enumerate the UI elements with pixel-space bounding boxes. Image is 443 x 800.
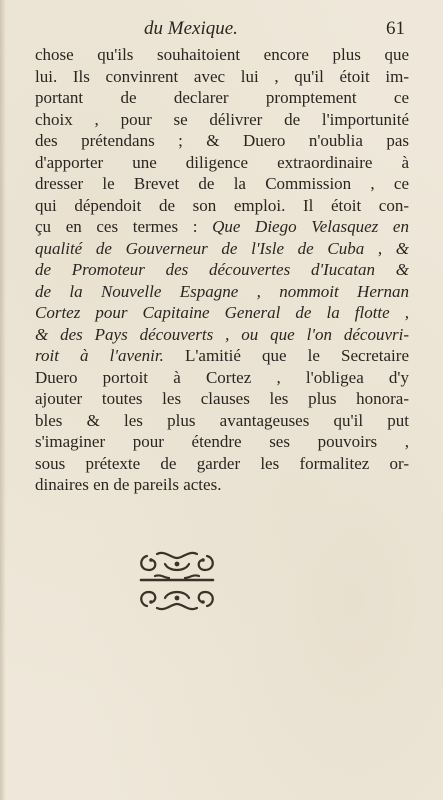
text-line (35, 345, 409, 367)
text-line (35, 216, 409, 238)
text-line: bles & les plus avantageuses qu'il put (35, 410, 409, 430)
text-line: choix , pour se délivrer de l'importunité (35, 109, 409, 129)
text-line: qui dépendoit de son emploi. Il étoit con- (35, 195, 409, 215)
text-line-italic: de la Nouvelle Espagne , nommoit Hernan (35, 281, 409, 301)
text-line-italic: de Promoteur des découvertes d'Iucatan & (35, 260, 409, 279)
text-line: chose qu'ils souhaitoient encore plus que (35, 45, 409, 64)
text-line: lui. Ils convinrent avec lui , qu'il étoit im- (35, 66, 409, 86)
text-run: çu en ces termes : (35, 217, 213, 236)
text-line: d'apporter une diligence extraordinaire à (35, 152, 409, 172)
quoted-commission-text: Que Diego Velasquez en (212, 217, 409, 236)
text-run: L'amitié que le Secretaire (163, 346, 409, 365)
quoted-commission-text: roit à l'avenir. (35, 346, 164, 365)
text-line-italic: & des Pays découverts , ou que l'on découvri- (35, 324, 409, 344)
text-line: Duero portoit à Cortez , l'obligea d'y (35, 367, 409, 387)
text-line: ajouter toutes les clauses les plus honora- (35, 389, 409, 408)
text-line: portant de declarer promptement ce (35, 88, 409, 107)
text-line: dinaires en de pareils actes. (35, 475, 222, 494)
text-line: s'imaginer pour étendre ses pouvoirs , (35, 432, 409, 451)
body-paragraph (35, 44, 409, 496)
page-number: 61 (386, 18, 405, 39)
text-line-italic: qualité de Gouverneur de l'Isle de Cuba , & (35, 238, 409, 258)
running-title: du Mexique. (144, 18, 238, 39)
printers-fleuron-icon (135, 548, 219, 614)
text-line: sous prétexte de garder les formalitez or- (35, 453, 409, 473)
text-line: dresser le Brevet de la Commission , ce (35, 174, 409, 193)
text-line: des prétendans ; & Duero n'oublia pas (35, 131, 409, 150)
text-line-italic: Cortez pour Capitaine General de la flotte , (35, 303, 409, 322)
page-header (110, 16, 415, 40)
